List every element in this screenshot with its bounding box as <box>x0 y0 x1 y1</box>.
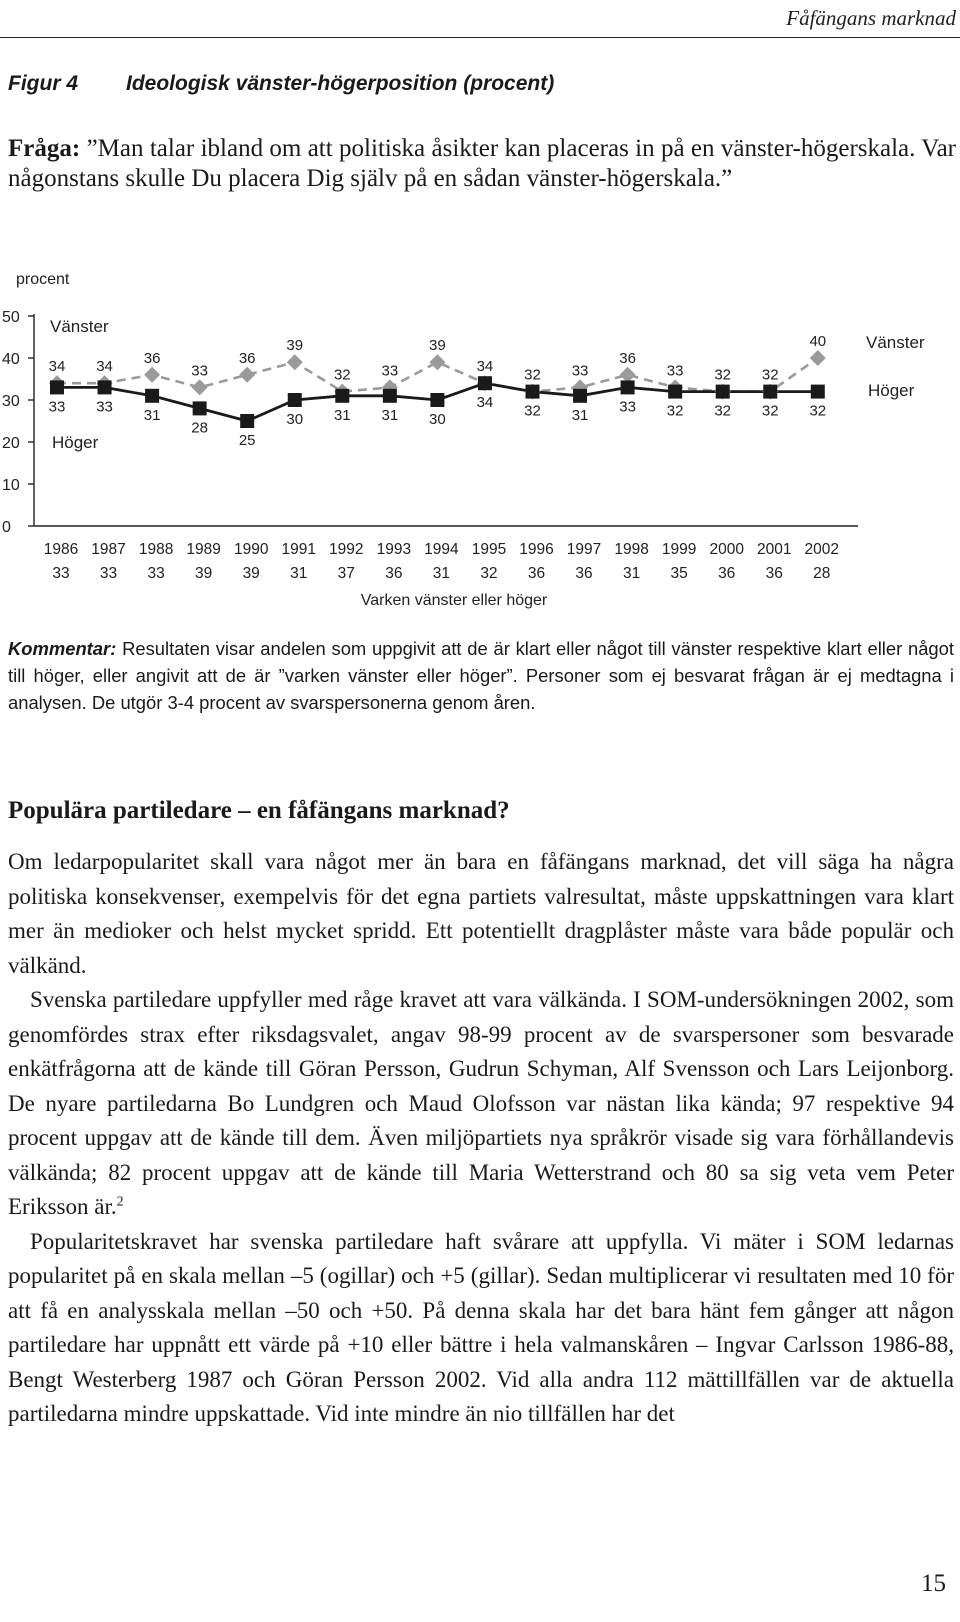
x-tick-label: 1998 <box>614 541 649 558</box>
neither-value: 37 <box>337 565 355 582</box>
x-tick-label: 1990 <box>233 541 269 558</box>
figure-comment <box>8 635 954 716</box>
point-hoger <box>145 389 159 403</box>
data-label-hoger: 34 <box>476 394 494 412</box>
data-label-hoger: 31 <box>143 406 161 424</box>
data-label-vanster: 39 <box>429 337 446 355</box>
point-hoger <box>763 385 777 399</box>
x-tick-label: 1999 <box>661 541 697 558</box>
y-tick-label: 50 <box>2 309 20 326</box>
data-label-hoger: 30 <box>286 411 304 428</box>
point-hoger <box>240 414 254 428</box>
point-hoger <box>621 380 635 394</box>
neither-value: 35 <box>670 565 688 582</box>
point-vanster <box>429 354 445 370</box>
x-tick-label: 2002 <box>804 541 840 558</box>
figure-title <box>8 72 554 96</box>
data-label-hoger: 31 <box>571 406 589 424</box>
inline-label-vanster: Vänster <box>50 317 109 336</box>
neither-value: 39 <box>242 565 260 582</box>
neither-value: 31 <box>622 565 641 582</box>
comment-label: Kommentar: <box>8 638 117 659</box>
neither-value: 39 <box>195 565 213 582</box>
data-label-hoger: 33 <box>619 398 636 416</box>
question-text: ”Man talar ibland om att politiska åsikter kan placeras in på en vänster-högerskala. Var någonstans skulle Du placera Dig själv på en sådan vänster-högerskala.” <box>8 135 957 192</box>
body-paragraph-3: Popularitetskravet har svenska partiledare haft svårare att uppfylla. Vi mäter i SOM ledarnas popularitet på en skala mellan –5 (ogillar) och +5 (gillar). Sedan multiplicerar vi resultaten med 10 för att få en analysskala mellan –50 och +50. På denna skala har det bara hänt fem gånger att någon partiledare har uppnått ett värde på +10 eller bättre i hela valmanskåren – Ingvar Carlsson 1986-88, Bengt Westerberg 1987 och Göran Persson 2002. Vid alla andra 112 mättillfällen var de aktuella partiledarna mindre uppskattade. Vid inte mindre än nio tillfällen har det <box>8 1228 954 1426</box>
x-tick-label: 1986 <box>43 541 79 558</box>
neither-value: 36 <box>527 565 546 582</box>
data-label-vanster: 36 <box>238 349 256 367</box>
y-tick-label: 40 <box>2 351 20 368</box>
figure-caption: Ideologisk vänster-högerposition (procent) <box>126 72 555 95</box>
x-tick-label: 1987 <box>91 541 126 558</box>
data-label-hoger: 32 <box>524 402 541 420</box>
survey-question <box>8 134 956 194</box>
data-label-hoger: 32 <box>809 402 827 420</box>
data-label-hoger: 30 <box>429 411 446 428</box>
neither-value: 33 <box>147 565 165 582</box>
data-label-vanster: 36 <box>143 349 161 367</box>
x-tick-label: 1994 <box>424 541 459 558</box>
neither-value: 36 <box>575 565 593 582</box>
x-tick-label: 1996 <box>519 541 554 558</box>
data-label-hoger: 31 <box>381 406 399 424</box>
data-label-vanster: 34 <box>476 358 494 376</box>
neither-value: 33 <box>99 565 118 582</box>
point-hoger <box>288 393 302 407</box>
data-label-hoger: 32 <box>666 402 684 420</box>
neither-value: 28 <box>813 565 831 582</box>
point-hoger <box>98 380 112 394</box>
neither-value: 33 <box>52 565 70 582</box>
x-tick-label: 1989 <box>186 541 221 558</box>
x-tick-label: 1995 <box>471 541 507 558</box>
neither-value: 36 <box>385 565 403 582</box>
point-hoger <box>478 376 492 390</box>
point-hoger <box>383 389 397 403</box>
point-vanster <box>620 367 636 383</box>
data-label-vanster: 33 <box>381 362 399 380</box>
data-label-hoger: 32 <box>761 402 779 420</box>
point-vanster <box>239 367 255 383</box>
body-paragraph-1: Om ledarpopularitet skall vara något mer än bara en fåfängans marknad, det vill säga ha några politiska konsekvenser, exempelvis för det egna partiets valresultat, måste uppskattningen vara klart mer än medioker och helst mycket spridd. Ett potentiellt dragplåster måste vara både populär och välkänd. <box>8 849 954 978</box>
ideology-line-chart <box>0 260 960 630</box>
point-hoger <box>716 385 730 399</box>
comment-text: Resultaten visar andelen som uppgivit att de är klart eller något till vänster respektive klart eller något till höger, eller angivit att de är ”varken vänster eller höger”. Personer som ej besvarat frågan är ej medtagna i analysen. De utgör 3-4 procent av svarspersonerna genom åren. <box>8 638 954 713</box>
data-label-vanster: 40 <box>809 333 827 350</box>
data-label-hoger: 28 <box>191 419 208 437</box>
point-hoger <box>811 385 825 399</box>
point-vanster <box>192 379 208 395</box>
point-hoger <box>573 389 587 403</box>
body-text <box>8 845 954 1432</box>
point-vanster <box>810 350 826 366</box>
point-vanster <box>144 367 160 383</box>
x-tick-label: 1988 <box>138 541 174 558</box>
data-label-vanster: 34 <box>48 358 66 376</box>
x-tick-label: 1991 <box>281 541 316 558</box>
x-tick-label: 1992 <box>329 541 364 558</box>
data-label-hoger: 33 <box>96 398 113 416</box>
data-label-hoger: 32 <box>714 402 732 420</box>
neither-value: 32 <box>480 565 498 582</box>
inline-label-hoger: Höger <box>52 433 99 452</box>
data-label-vanster: 34 <box>96 358 113 376</box>
x-tick-label: 2000 <box>709 541 744 558</box>
data-label-vanster: 33 <box>666 362 684 380</box>
point-hoger <box>668 385 682 399</box>
y-tick-label: 10 <box>2 477 20 494</box>
x-tick-label: 1997 <box>566 541 602 558</box>
data-label-hoger: 25 <box>238 432 256 449</box>
data-label-vanster: 32 <box>333 366 351 384</box>
neither-label: Varken vänster eller höger <box>360 592 548 609</box>
y-tick-label: 20 <box>2 435 20 452</box>
page-number: 15 <box>921 1570 946 1597</box>
data-label-vanster: 32 <box>761 366 779 384</box>
data-label-hoger: 33 <box>48 398 66 416</box>
body-paragraph-2 <box>8 983 954 1225</box>
point-hoger <box>50 380 64 394</box>
neither-value: 31 <box>432 565 451 582</box>
neither-value: 36 <box>765 565 783 582</box>
neither-value: 31 <box>290 565 308 582</box>
section-heading: Populära partiledare – en fåfängans marknad? <box>8 797 510 824</box>
data-label-vanster: 33 <box>571 362 589 380</box>
data-label-vanster: 36 <box>619 349 636 367</box>
point-hoger <box>193 401 207 415</box>
legend-hoger: Höger <box>868 381 915 400</box>
legend-vanster: Vänster <box>866 333 925 352</box>
question-label: Fråga: <box>8 135 81 162</box>
y-tick-label: 0 <box>2 519 11 536</box>
running-head: Fåfängans marknad <box>786 6 956 30</box>
data-label-vanster: 32 <box>524 366 541 384</box>
y-tick-label: 30 <box>2 393 20 410</box>
point-hoger <box>526 385 540 399</box>
data-label-hoger: 31 <box>333 406 351 424</box>
data-label-vanster: 39 <box>286 337 304 355</box>
footnote-ref: 2 <box>116 1194 124 1210</box>
x-tick-label: 1993 <box>376 541 412 558</box>
point-hoger <box>430 393 444 407</box>
x-tick-label: 2001 <box>757 541 792 558</box>
figure-number: Figur 4 <box>8 72 79 95</box>
neither-value: 36 <box>718 565 736 582</box>
data-label-vanster: 32 <box>714 366 732 384</box>
point-hoger <box>335 389 349 403</box>
body-paragraph-2-text: Svenska partiledare uppfyller med råge kravet att vara välkända. I SOM-undersökningen 2002, som genomfördes strax efter riksdagsvalet, angav 98-99 procent av de svarspersoner som besvarade enkätfrågorna att de kände till Göran Persson, Gudrun Schyman, Alf Svensson och Lars Leijonborg. De nyare partiledarna Bo Lundgren och Maud Olofsson var nästan lika kända; 97 respektive 94 procent uppgav att de kände till dem. Även miljöpartiets nya språkrör visade sig vara förhållandevis välkända; 82 procent uppgav att de kände till Maria Wetterstrand och 80 sa sig veta vem Peter Eriksson är. <box>8 987 954 1219</box>
point-vanster <box>287 354 303 370</box>
header-rule <box>0 37 960 38</box>
y-axis-label: procent <box>16 271 70 288</box>
data-label-vanster: 33 <box>191 362 208 380</box>
